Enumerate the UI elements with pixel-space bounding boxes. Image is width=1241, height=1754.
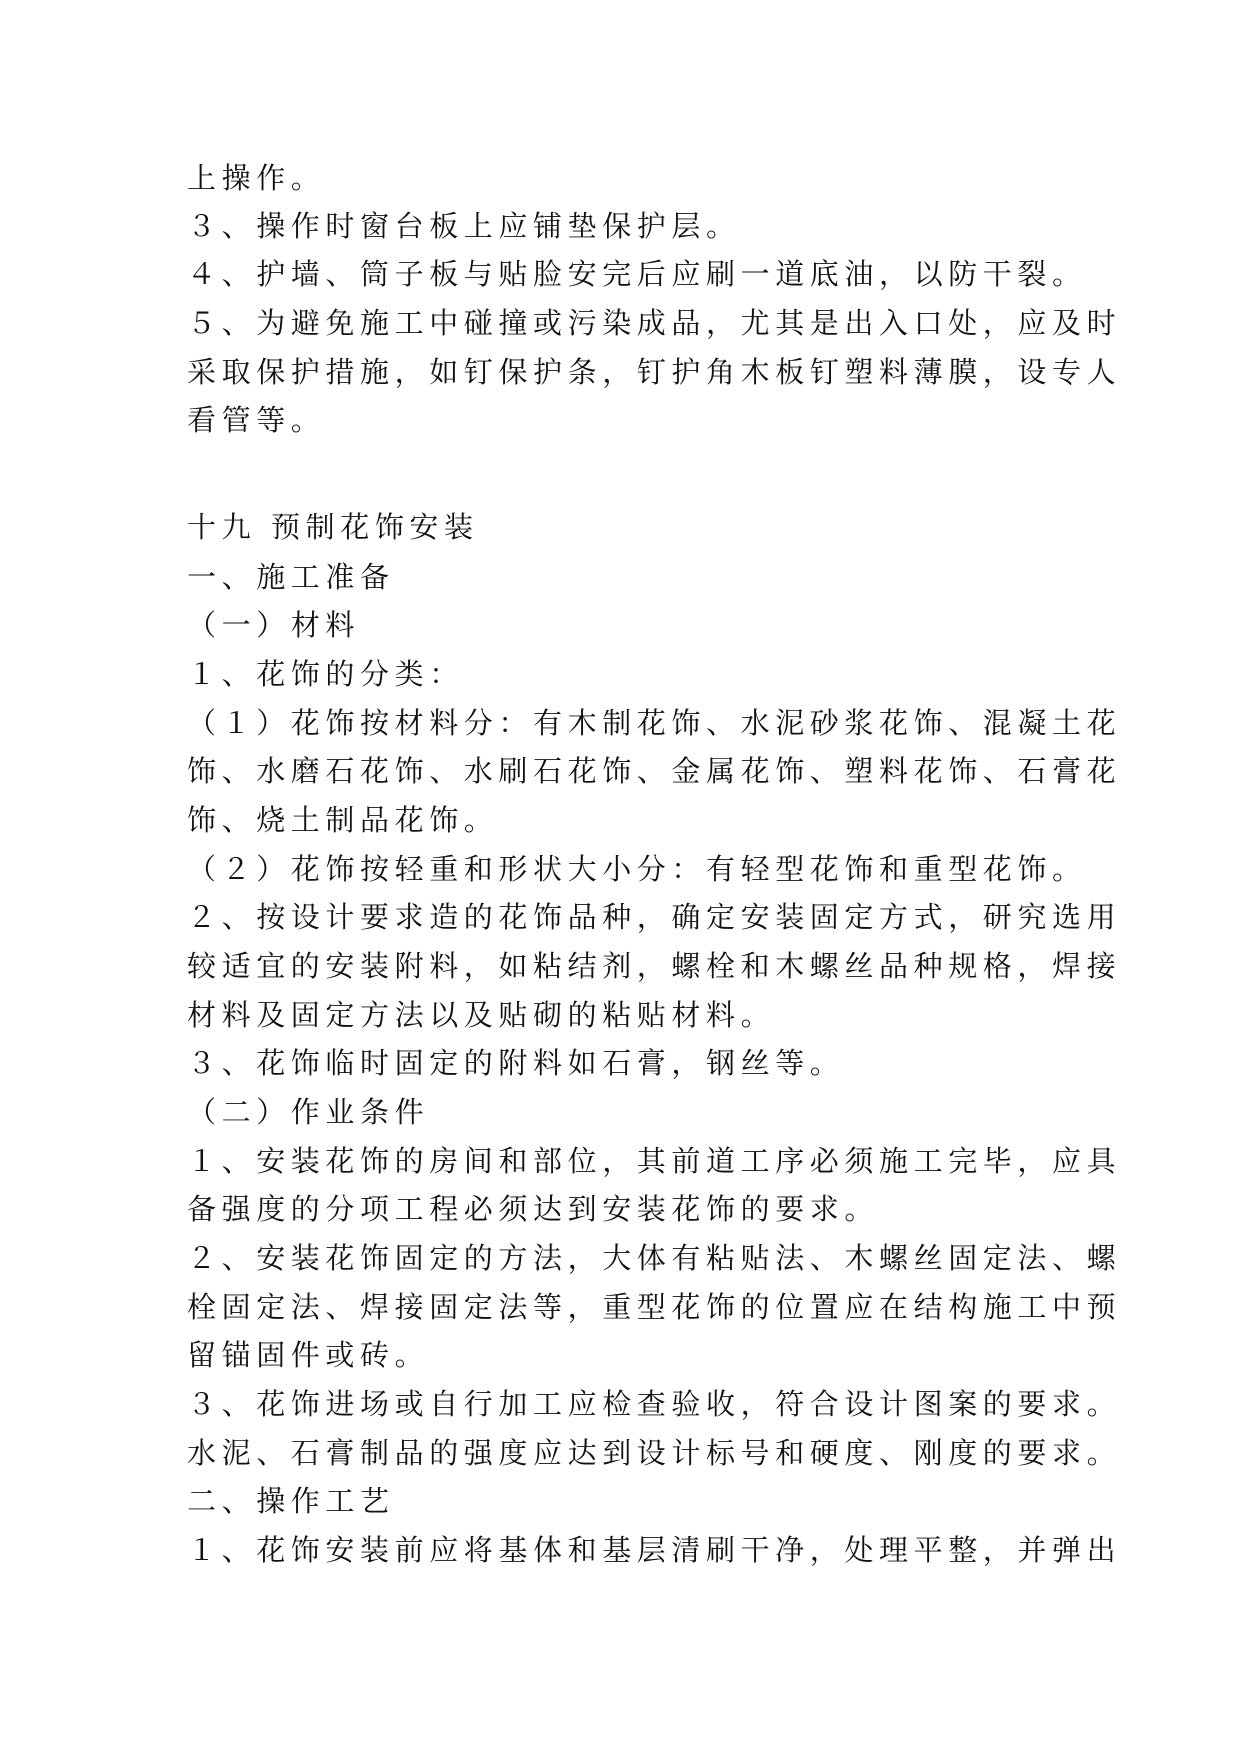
text-line: 较适宜的安装附料，如粘结剂，螺栓和木螺丝品种规格，焊接	[187, 949, 1122, 983]
text-line: 上操作。	[187, 161, 326, 195]
text-line: 二、操作工艺	[187, 1484, 395, 1518]
text-line: （１）花饰按材料分：有木制花饰、水泥砂浆花饰、混凝土花	[187, 706, 1122, 740]
text-line: （２）花饰按轻重和形状大小分：有轻型花饰和重型花饰。	[187, 852, 1087, 886]
text-line: １、花饰的分类：	[187, 657, 464, 691]
text-line: ２、按设计要求造的花饰品种，确定安装固定方式，研究选用	[187, 900, 1122, 934]
text-line: 采取保护措施，如钉保护条，钉护角木板钉塑料薄膜，设专人	[187, 355, 1122, 389]
text-line: 饰、烧土制品花饰。	[187, 803, 499, 837]
text-line: （二）作业条件	[187, 1095, 430, 1129]
text-line: ２、安装花饰固定的方法，大体有粘贴法、木螺丝固定法、螺	[187, 1241, 1122, 1275]
text-line: １、安装花饰的房间和部位，其前道工序必须施工完毕，应具	[187, 1144, 1122, 1178]
text-line: 看管等。	[187, 403, 326, 437]
text-line: （一）材料	[187, 608, 361, 642]
text-line: ３、操作时窗台板上应铺垫保护层。	[187, 209, 741, 243]
text-line: 留锚固件或砖。	[187, 1338, 430, 1372]
section-heading: 十九 预制花饰安装	[187, 510, 479, 544]
text-line: 备强度的分项工程必须达到安装花饰的要求。	[187, 1192, 880, 1226]
text-line: 一、施工准备	[187, 560, 395, 594]
text-line: ３、花饰临时固定的附料如石膏，钢丝等。	[187, 1046, 845, 1080]
text-line: ３、花饰进场或自行加工应检查验收，符合设计图案的要求。	[187, 1387, 1122, 1421]
text-line: 材料及固定方法以及贴砌的粘贴材料。	[187, 998, 776, 1032]
text-line: 水泥、石膏制品的强度应达到设计标号和硬度、刚度的要求。	[187, 1436, 1122, 1470]
text-line: 栓固定法、焊接固定法等，重型花饰的位置应在结构施工中预	[187, 1290, 1122, 1324]
text-line: １、花饰安装前应将基体和基层清刷干净，处理平整，并弹出	[187, 1533, 1122, 1567]
text-line: ５、为避免施工中碰撞或污染成品，尤其是出入口处，应及时	[187, 306, 1122, 340]
text-line: ４、护墙、筒子板与贴脸安完后应刷一道底油，以防干裂。	[187, 257, 1087, 291]
text-line: 饰、水磨石花饰、水刷石花饰、金属花饰、塑料花饰、石膏花	[187, 754, 1122, 788]
